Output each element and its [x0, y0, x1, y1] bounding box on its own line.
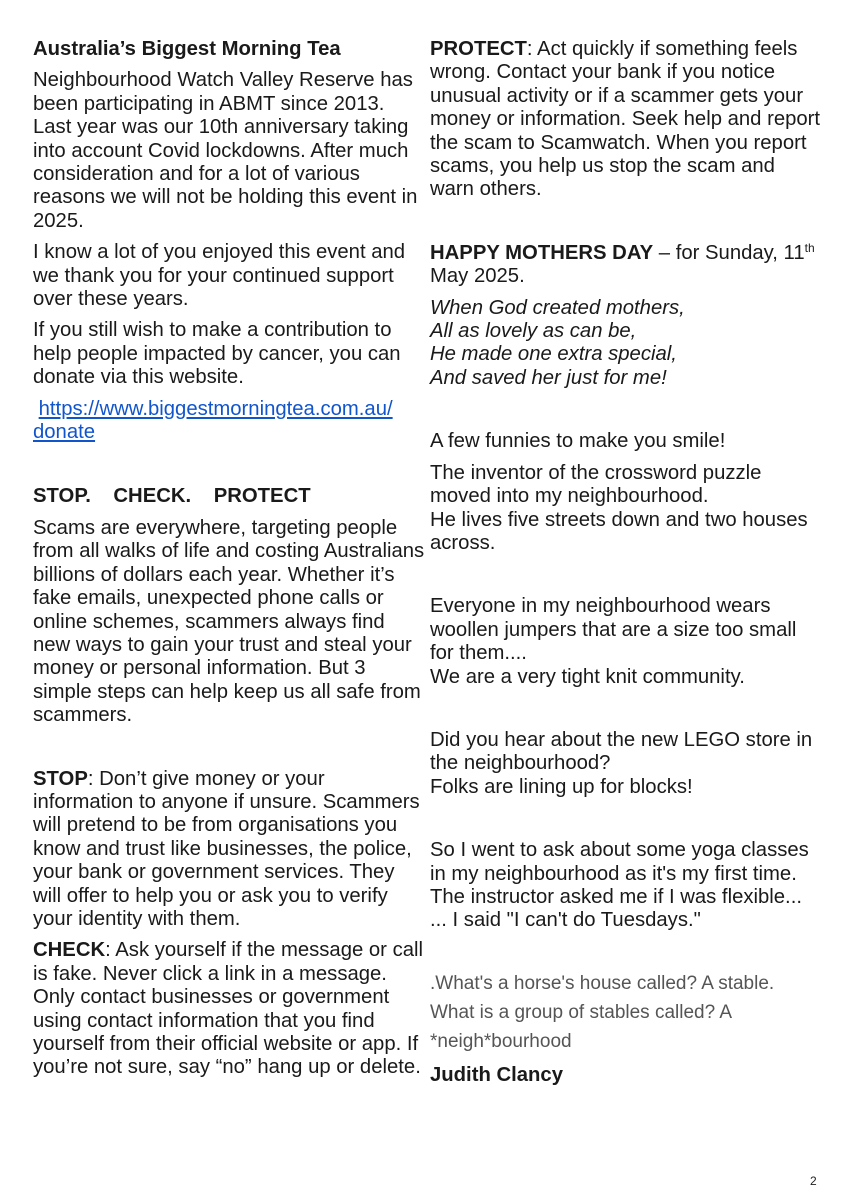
mothers-day-sup: th — [804, 240, 815, 255]
joke-line: Everyone in my neighbourhood wears woollen jumpers that are a size too small for them.... — [430, 595, 797, 665]
joke-line: The inventor of the crossword puzzle moved into my neighbourhood. — [430, 461, 762, 508]
protect-label: PROTECT — [430, 38, 527, 60]
joke-1 — [430, 462, 822, 556]
joke-line: Did you hear about the new LEGO store in the neighbourhood? — [430, 728, 813, 775]
author-name: Judith Clancy — [430, 1063, 563, 1086]
joke-line: Folks are lining up for blocks! — [430, 775, 693, 798]
mothers-poem — [430, 297, 822, 391]
funnies-intro: A few funnies to make you smile! — [430, 430, 726, 453]
joke-4 — [430, 839, 822, 933]
mothers-day-paragraph — [430, 242, 822, 289]
mothers-day-label: HAPPY MOTHERS DAY — [430, 241, 654, 264]
poem-line: He made one extra special, — [430, 343, 677, 366]
stop-text: : Don’t give money or your information to anyone if unsure. Scammers will pretend to be from organisations you know and trust like businesses, the police, your bank or government services. They will offer to help you or ask you to verify your identity with them. — [33, 767, 420, 930]
protect-paragraph — [430, 38, 822, 202]
joke-line: So I went to ask about some yoga classes in my neighbourhood as it's my first time. The instructor asked me if I was flexible... — [430, 839, 809, 908]
joke-line: .What's a horse's house called? A stable. — [430, 972, 775, 994]
joke-3 — [430, 729, 822, 799]
check-paragraph — [33, 939, 425, 1079]
mothers-day-text-a: – for Sunday, 11 — [653, 241, 805, 264]
check-label: CHECK — [33, 939, 106, 962]
left-column — [33, 38, 425, 1080]
abmt-paragraph-3: If you still wish to make a contribution to help people impacted by cancer, you can donate via this website. — [33, 319, 401, 389]
joke-2 — [430, 595, 822, 689]
joke-line: What is a group of stables called? A *neigh*bourhood — [430, 1001, 732, 1052]
donate-link[interactable] — [33, 398, 425, 445]
scam-intro: Scams are everywhere, targeting people from all walks of life and costing Australians billions of dollars each year. Whether it’s fake emails, unexpected phone calls or online schemes, scammers always find new ways to gain your trust and steal your money or personal information. But 3 simple steps can help keep us all safe from scammers. — [33, 516, 425, 727]
joke-line: We are a very tight knit community. — [430, 665, 745, 688]
stop-paragraph — [33, 768, 425, 932]
donate-link-line2[interactable]: donate — [33, 421, 96, 444]
scam-heading: STOP. CHECK. PROTECT — [33, 484, 311, 507]
stop-label: STOP — [33, 767, 88, 790]
poem-line: When God created mothers, — [430, 296, 685, 319]
joke-line: He lives five streets down and two houses across. — [430, 508, 808, 554]
donate-link-line1[interactable]: https://www.biggestmorningtea.com.au/ — [38, 397, 393, 420]
abmt-paragraph-1: Neighbourhood Watch Valley Reserve has been participating in ABMT since 2013. Last year was our 10th anniversary taking into account Covid lockdowns. After much consideration and for a lot of various reasons we will not be holding this event in 2025. — [33, 69, 418, 232]
protect-text: : Act quickly if something feels wrong. Contact your bank if you notice unusual activity or if a scammer gets your money or information. Seek help and report the scam to Scamwatch. When you report scams, you help us stop the scam and warn others. — [430, 38, 821, 201]
right-column — [430, 38, 822, 1087]
poem-line: All as lovely as can be, — [430, 320, 637, 343]
abmt-heading: Australia’s Biggest Morning Tea — [33, 38, 341, 60]
poem-line: And saved her just for me! — [430, 366, 667, 389]
check-text: : Ask yourself if the message or call is fake. Never click a link in a message. Only contact businesses or government using contact information that you find yourself from their official website or app. If you’re not sure, say “no” hang up or delete. — [33, 939, 423, 1079]
mothers-day-text-b: May 2025. — [430, 265, 525, 288]
page-number: 2 — [810, 1174, 817, 1188]
joke-5 — [430, 969, 822, 1056]
joke-line: ... I said "I can't do Tuesdays." — [430, 909, 701, 932]
abmt-paragraph-2: I know a lot of you enjoyed this event and we thank you for your continued support over these years. — [33, 241, 406, 311]
